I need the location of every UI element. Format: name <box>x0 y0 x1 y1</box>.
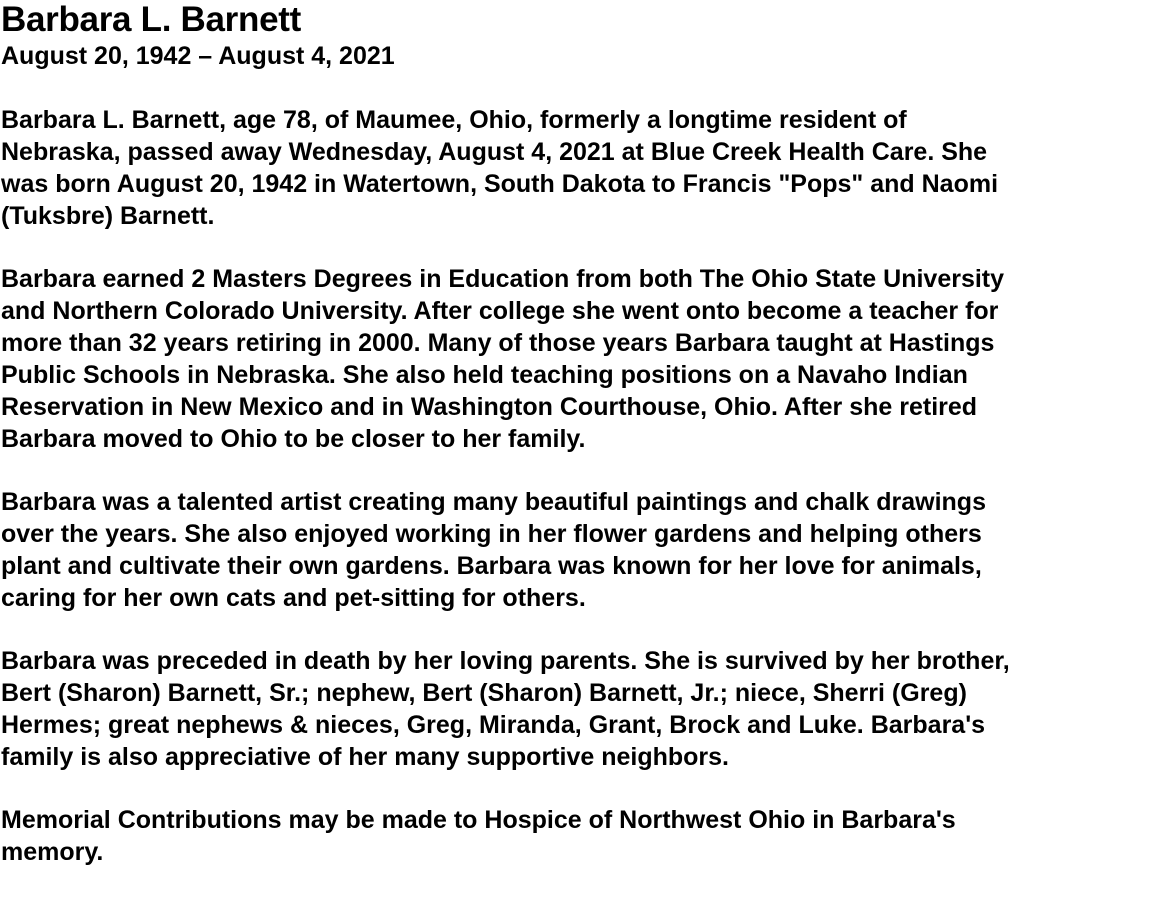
paragraph-memorial: Memorial Contributions may be made to Hospice of Northwest Ohio in Barbara's memory. <box>1 806 956 866</box>
spacer <box>1 455 1152 486</box>
paragraph-interests: Barbara was a talented artist creating many beautiful paintings and chalk drawings over the years. She also enjoyed working in her flower gardens and helping others plant and cultivate their own gardens. Barbara was known for her love for animals, caring for her own cats and pet-sitting for others. <box>1 488 986 612</box>
paragraph-biography: Barbara L. Barnett, age 78, of Maumee, Ohio, formerly a longtime resident of Nebraska, passed away Wednesday, August 4, 2021 at Blue Creek Health Care. She was born August 20, 1942 in Watertown, South Dakota to Francis "Pops" and Naomi (Tuksbre) Barnett. <box>1 106 999 230</box>
paragraph-career: Barbara earned 2 Masters Degrees in Education from both The Ohio State University and Northern Colorado University. After college she went onto become a teacher for more than 32 years retiring in 2000. Many of those years Barbara taught at Hastings Public Schools in Nebraska. She also held teaching positions on a Navaho Indian Reservation in New Mexico and in Washington Courthouse, Ohio. After she retired Barbara moved to Ohio to be closer to her family. <box>1 265 1005 453</box>
spacer <box>1 232 1152 263</box>
spacer <box>1 614 1152 645</box>
paragraph-survivors: Barbara was preceded in death by her loving parents. She is survived by her brother, Bert (Sharon) Barnett, Sr.; nephew, Bert (Sharon) Barnett, Jr.; niece, Sherri (Greg) Hermes; great nephews & nieces, Greg, Miranda, Grant, Brock and Luke. Barbara's family is also appreciative of her many supportive neighbors. <box>1 647 1010 771</box>
life-dates: August 20, 1942 – August 4, 2021 <box>1 42 395 70</box>
spacer <box>1 73 1152 104</box>
spacer <box>1 773 1152 804</box>
page-title: Barbara L. Barnett <box>1 0 301 39</box>
